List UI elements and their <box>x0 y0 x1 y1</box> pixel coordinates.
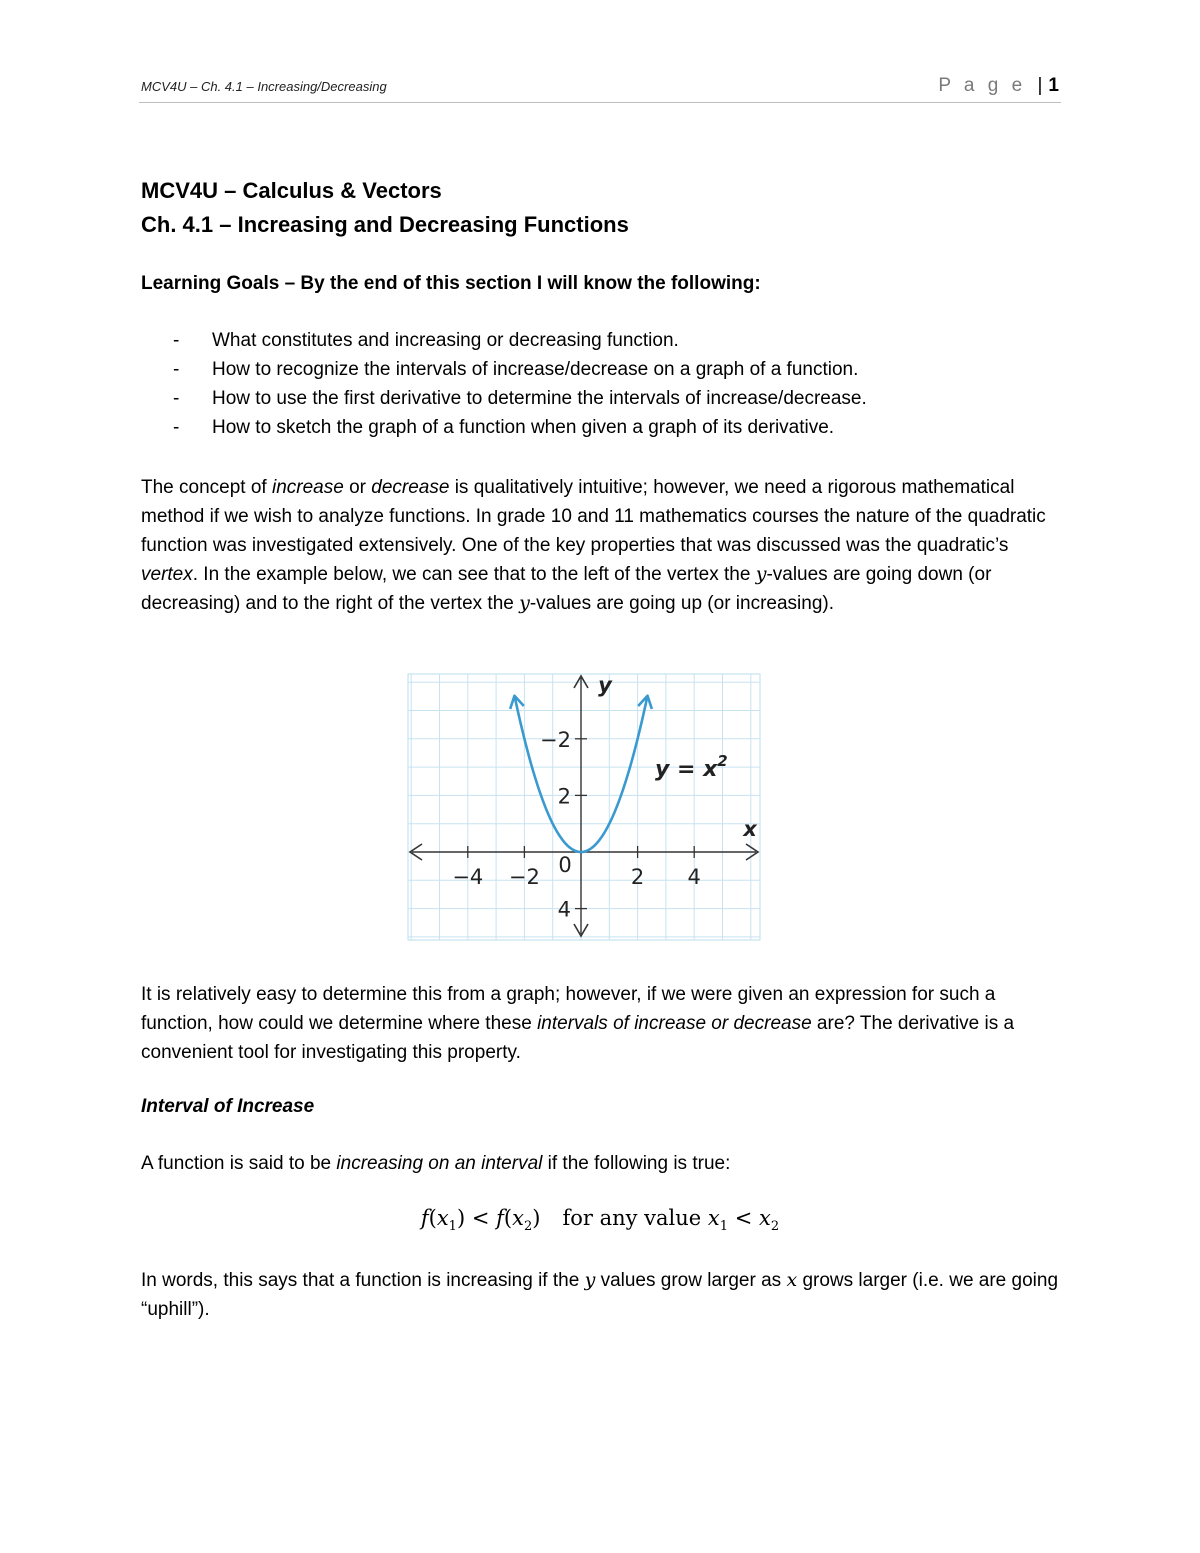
intro-text-3: . In the example below, we can see that to the left of the vertex the <box>192 564 756 585</box>
y-tick-label: 4 <box>557 897 571 922</box>
para2-em: intervals of increase or decrease <box>537 1013 812 1034</box>
formula-x1: x <box>436 1206 449 1230</box>
header-page-number: 1 <box>1048 75 1059 96</box>
intro-math-y2: y <box>519 592 530 614</box>
bullet-dash: - <box>173 388 180 409</box>
formula-lt: < <box>471 1206 490 1230</box>
y-axis-label: y <box>598 673 612 697</box>
intro-text-or: or <box>343 477 372 498</box>
intro-text-5: -values are going up (or increasing). <box>529 593 835 614</box>
bullet-dash: - <box>173 417 180 438</box>
x-tick-label: 2 <box>630 865 645 889</box>
definition-em: increasing on an interval <box>336 1153 543 1174</box>
x-tick-label: −4 <box>452 865 484 889</box>
para2-text-2: are? The derivative is a convenient tool for investigating this property. <box>141 1013 1015 1063</box>
section-heading: Interval of Increase <box>141 1096 315 1117</box>
formula-x2: x <box>512 1206 524 1230</box>
learning-goal-item <box>141 330 867 359</box>
learning-goal-text: How to recognize the intervals of increase/decrease on a graph of a function. <box>212 359 859 380</box>
intro-em-decrease: decrease <box>371 477 450 498</box>
uphill-paragraph <box>141 1266 1061 1324</box>
formula-x3: x <box>707 1206 720 1230</box>
x-axis-label: x <box>743 817 757 841</box>
formula-text: for any value <box>562 1206 702 1230</box>
formula-sub3: 1 <box>719 1219 729 1235</box>
intro-text-2: is qualitatively intuitive; however, we need a rigorous mathematical method if we wish to analyze functions. In grade 10 and 11 mathematics courses the nature of the quadratic function was investigated extensively. One of the key properties that was discussed was the quadratic’s <box>141 477 1046 556</box>
page-header <box>139 76 1061 103</box>
header-separator: | <box>1037 75 1043 96</box>
y-tick-label: 2 <box>557 784 571 809</box>
definition-text-2: if the following is true: <box>542 1153 731 1174</box>
intro-math-y: y <box>755 563 767 585</box>
intro-text-1: The concept of <box>141 477 272 498</box>
equation-base: y = x <box>655 757 718 782</box>
para3-math-y: y <box>584 1269 596 1291</box>
formula-paren: ( <box>503 1206 513 1230</box>
para2-text-1: It is relatively easy to determine this from a graph; however, if we were given an expression for such a function, how could we determine where these <box>141 984 996 1034</box>
para3-text-1: In words, this says that a function is increasing if the <box>141 1270 585 1291</box>
formula-f1: f <box>420 1206 429 1230</box>
origin-label: 0 <box>558 853 572 877</box>
x-tick-label: −2 <box>508 865 540 889</box>
graph-frame <box>408 674 760 940</box>
formula-f2: f <box>496 1206 504 1230</box>
intro-paragraph <box>141 473 1061 618</box>
learning-goal-item <box>141 417 867 446</box>
formula-paren: ( <box>428 1206 437 1230</box>
learning-goal-text: How to sketch the graph of a function when given a graph of its derivative. <box>212 417 835 438</box>
x-tick-label: 4 <box>687 865 701 889</box>
document-title: MCV4U – Calculus & Vectors <box>141 178 442 203</box>
intro-text-4: -values are going down (or decreasing) and to the right of the vertex the <box>141 564 992 614</box>
learning-goals-list <box>141 330 867 446</box>
learning-goal-text: How to use the first derivative to determine the intervals of increase/decrease. <box>212 388 867 409</box>
formula-sub4: 2 <box>770 1219 780 1235</box>
definition-text-1: A function is said to be <box>141 1153 337 1174</box>
formula-sub2: 2 <box>523 1219 533 1235</box>
header-page-indicator <box>938 75 1059 97</box>
intro-em-increase: increase <box>271 477 344 498</box>
equation-exponent: 2 <box>717 752 728 770</box>
bullet-dash: - <box>173 359 180 380</box>
equation-label <box>655 752 728 782</box>
formula-paren: ) <box>456 1206 466 1230</box>
para3-text-3: grows larger (i.e. we are going “uphill”). <box>141 1270 1059 1320</box>
formula-paren: ) <box>532 1206 541 1230</box>
learning-goals-heading: Learning Goals – By the end of this section I will know the following: <box>141 273 761 294</box>
header-course-title: MCV4U – Ch. 4.1 – Increasing/Decreasing <box>141 79 387 94</box>
formula-x4: x <box>759 1206 771 1230</box>
definition-sentence <box>141 1153 730 1175</box>
formula-lt2: < <box>734 1206 753 1230</box>
parabola-graph <box>400 668 762 946</box>
bullet-dash: - <box>173 330 180 351</box>
learning-goal-item <box>141 388 867 417</box>
para3-math-x: x <box>786 1269 798 1291</box>
learning-goal-item <box>141 359 867 388</box>
intro-em-vertex: vertex <box>141 564 193 585</box>
header-page-word: P a g e <box>938 75 1027 96</box>
derivative-paragraph <box>141 980 1061 1067</box>
document-subtitle: Ch. 4.1 – Increasing and Decreasing Functions <box>141 212 629 237</box>
increase-formula <box>0 1206 1200 1234</box>
learning-goal-text: What constitutes and increasing or decreasing function. <box>212 330 679 351</box>
y-tick-label: −2 <box>540 727 571 752</box>
formula-sub1: 1 <box>448 1219 457 1235</box>
para3-text-2: values grow larger as <box>595 1270 787 1291</box>
